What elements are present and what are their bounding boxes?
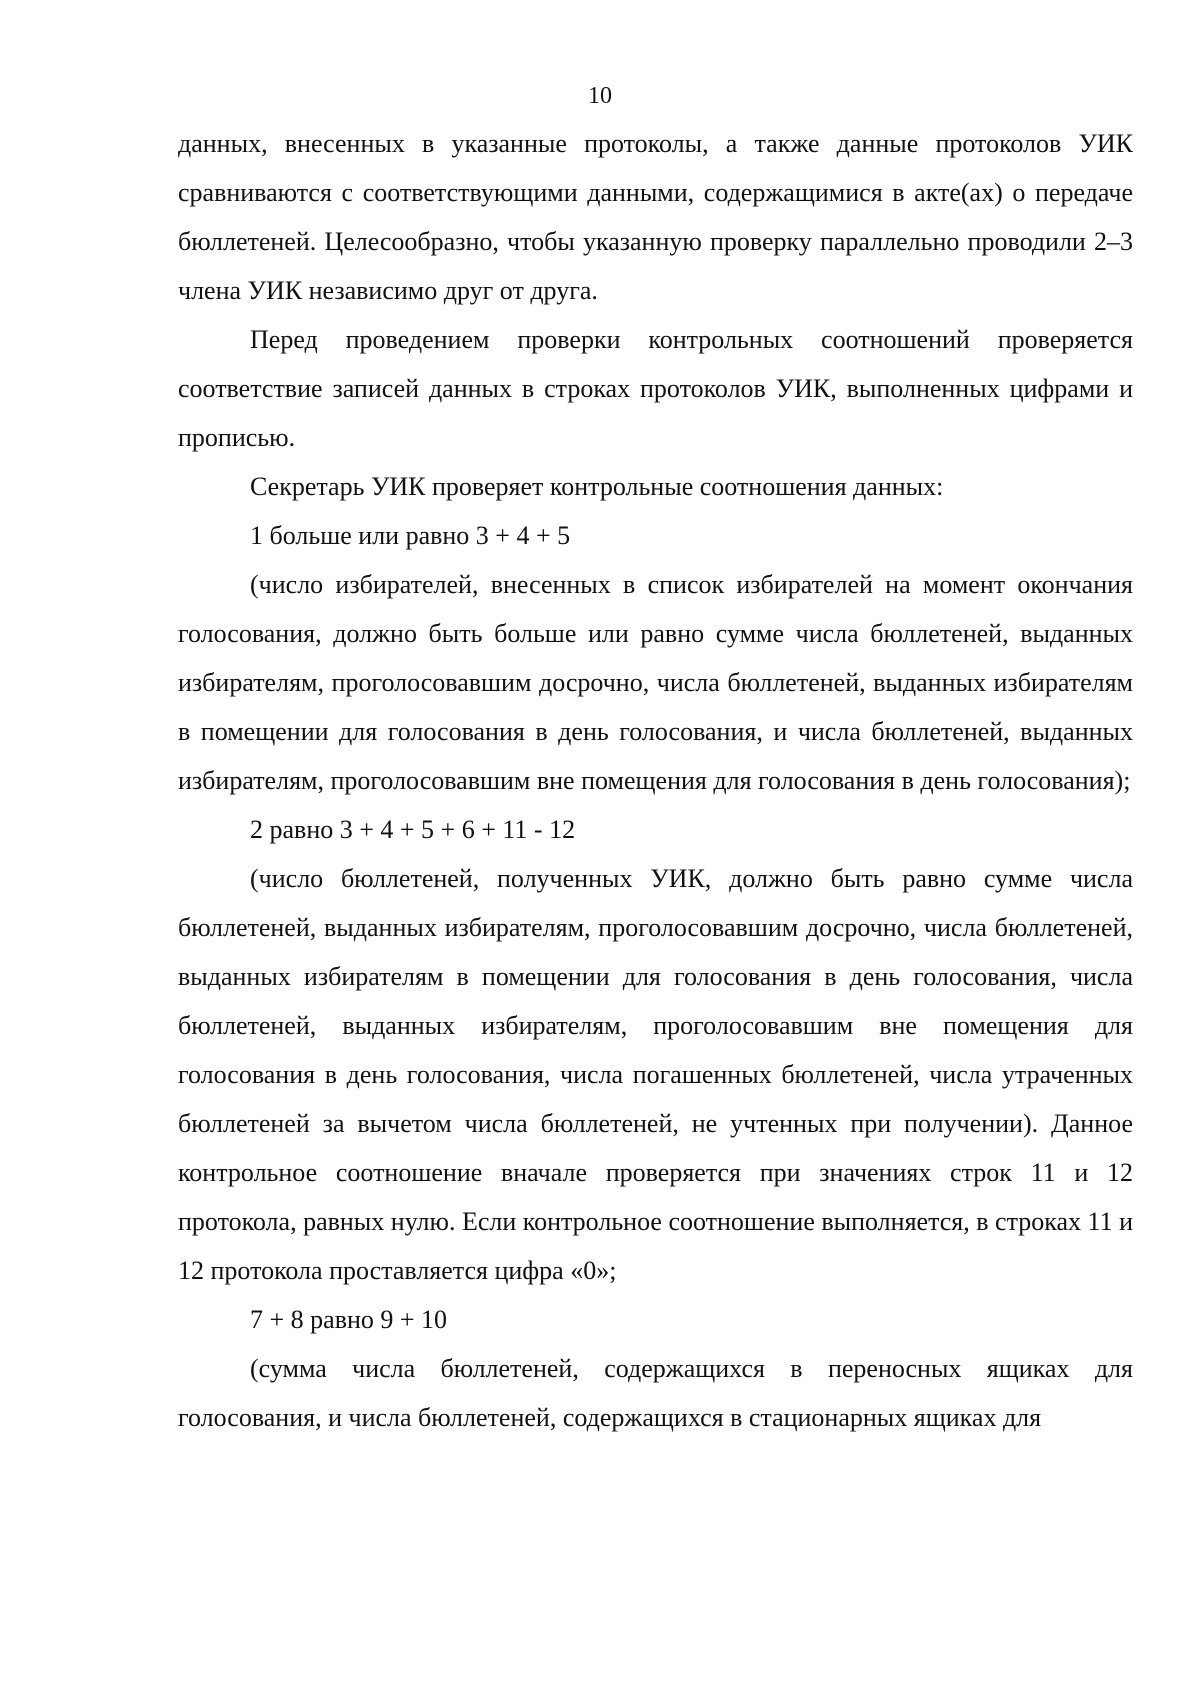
formula-3-explanation: (сумма числа бюллетеней, содержащихся в переносных ящиках для голосования, и числа бюллетеней, содержащихся в стационарных ящиках для bbox=[178, 1354, 1133, 1432]
page-number: 10 bbox=[588, 83, 612, 109]
document-body bbox=[178, 119, 1133, 1442]
formula-2-explanation: (число бюллетеней, полученных УИК, должно быть равно сумме числа бюллетеней, выданных избирателям, проголосовавшим досрочно, числа бюллетеней, выданных избирателям в помещении для голосования в день голосования, числа бюллетеней, выданных избирателям, проголосовавшим вне помещения для голосования в день голосования, числа погашенных бюллетеней, числа утраченных бюллетеней за вычетом числа бюллетеней, не учтенных при получении). Данное контрольное соотношение вначале проверяется при значениях строк 11 и 12 протокола, равных нулю. Если контрольное соотношение выполняется, в строках 11 и 12 протокола проставляется цифра «0»; bbox=[178, 864, 1133, 1285]
formula-1: 1 больше или равно 3 + 4 + 5 bbox=[250, 521, 571, 550]
paragraph-preliminary-check: Перед проведением проверки контрольных соотношений проверяется соответствие записей данных в строках протоколов УИК, выполненных цифрами и прописью. bbox=[178, 325, 1133, 452]
formula-1-explanation: (число избирателей, внесенных в список избирателей на момент окончания голосования, должно быть больше или равно сумме числа бюллетеней, выданных избирателям, проголосовавшим досрочно, числа бюллетеней, выданных избирателям в помещении для голосования в день голосования, и числа бюллетеней, выданных избирателям, проголосовавшим вне помещения для голосования в день голосования); bbox=[178, 570, 1133, 795]
formula-2: 2 равно 3 + 4 + 5 + 6 + 11 - 12 bbox=[250, 815, 576, 844]
paragraph-secretary-check: Секретарь УИК проверяет контрольные соотношения данных: bbox=[250, 472, 944, 501]
paragraph-continuation: данных, внесенных в указанные протоколы, а также данные протоколов УИК сравниваются с соответствующими данными, содержащимися в акте(ах) о передаче бюллетеней. Целесообразно, чтобы указанную проверку параллельно проводили 2–3 члена УИК независимо друг от друга. bbox=[178, 129, 1133, 305]
formula-3: 7 + 8 равно 9 + 10 bbox=[250, 1305, 448, 1334]
